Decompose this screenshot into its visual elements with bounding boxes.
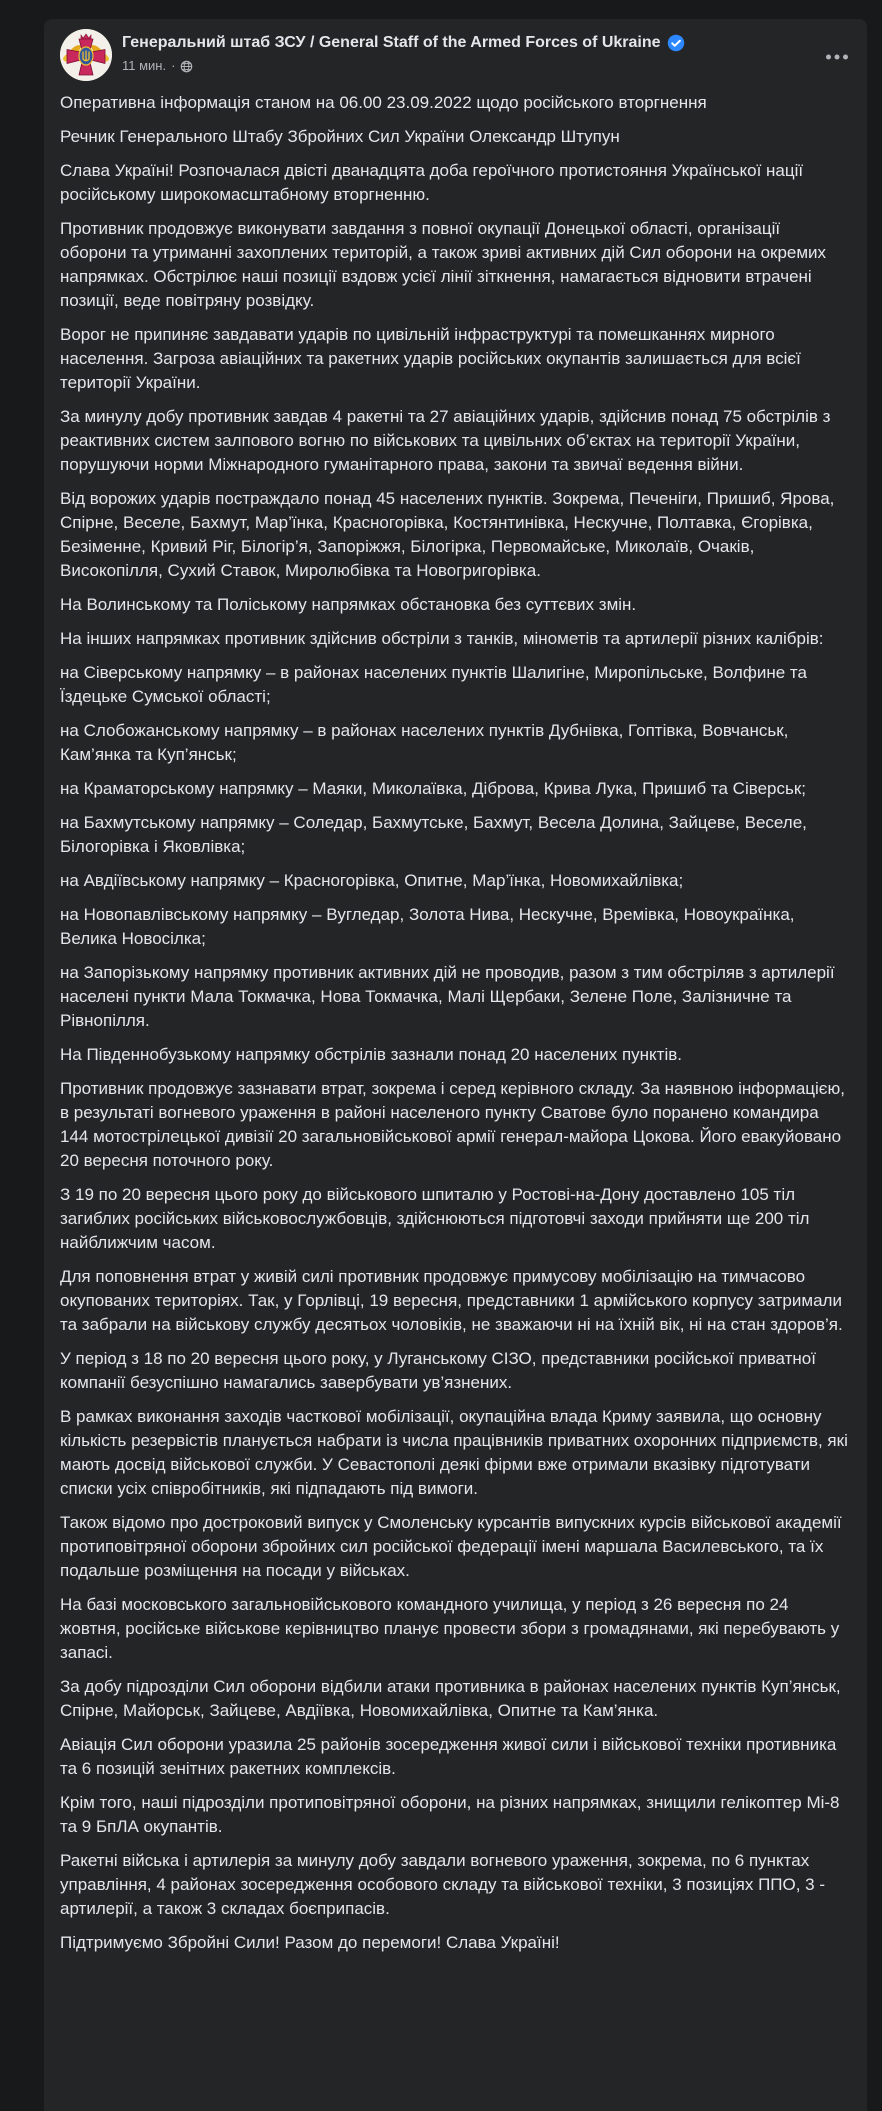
globe-public-icon: [180, 60, 193, 73]
post-paragraph: За добу підрозділи Сил оборони відбили атаки противника в районах населених пунктів Куп’янськ, Спірне, Майорськ, Зайцеве, Авдіївка, Новомихайлівка, Опитне та Кам’янка.: [60, 1677, 846, 1720]
post-paragraph: В рамках виконання заходів часткової мобілізації, окупаційна влада Криму заявила, що основну кількість резервістів планується набрати із числа працівників приватних охоронних підприємств, які мають досвід військової служби. У Севастополі деякі фірми вже отримали вказівку підготувати списки усіх співробітників, які підпадають під вимоги.: [60, 1407, 853, 1498]
post-paragraph: За минулу добу противник завдав 4 ракетні та 27 авіаційних ударів, здійснив понад 75 обстрілів з реактивних систем залпового вогню по військових та цивільних об’єктах на території України, порушуючи норми Міжнародного гуманітарного права, закони та звичаї ведення війни.: [60, 407, 836, 474]
avatar[interactable]: [60, 29, 112, 81]
post-paragraph: На Південнобузькому напрямку обстрілів зазнали понад 20 населених пунктів.: [60, 1045, 682, 1064]
post-paragraph: на Бахмутському напрямку – Соледар, Бахмутське, Бахмут, Весела Долина, Зайцеве, Веселе, Білогорівка і Яковлівка;: [60, 813, 812, 856]
post-paragraph: на Новопавлівському напрямку – Вугледар, Золота Нива, Нескучне, Времівка, Новоукраїнка, Велика Новосілка;: [60, 905, 800, 948]
three-dots-icon: [824, 44, 850, 70]
post-paragraph: Від ворожих ударів постраждало понад 45 населених пунктів. Зокрема, Печеніги, Пришиб, Ярова, Спірне, Веселе, Бахмут, Мар’їнка, Красногорівка, Костянтинівка, Нескучне, Полтавка, Єгорівка, Безіменне, Кривий Ріг, Білогір’я, Запоріжжя, Білогірка, Первомайське, Миколаїв, Очаків, Високопілля, Сухий Ставок, Миролюбівка та Новогригорівка.: [60, 489, 840, 580]
post-paragraph: З 19 по 20 вересня цього року до військового шпиталю у Ростові-на-Дону доставлено 105 тіл загиблих російських військовослужбовців, здійснюються підготовчі заходи прийняти ще 200 тіл найближчим часом.: [60, 1185, 815, 1252]
post-paragraph: на Сіверському напрямку – в районах населених пунктів Шалигіне, Миропільське, Волфине та Їздецьке Сумської області;: [60, 663, 812, 706]
post-meta-row: [122, 58, 851, 74]
meta-separator: ·: [171, 58, 176, 73]
post-paragraph: На інших напрямках противник здійснив обстріли з танків, мінометів та артилерії різних калібрів:: [60, 629, 824, 648]
general-staff-emblem-icon: [60, 29, 112, 81]
page-name-row: [122, 32, 851, 53]
post-paragraph: на Краматорському напрямку – Маяки, Миколаївка, Діброва, Крива Лука, Пришиб та Сіверськ;: [60, 779, 806, 798]
post-paragraph: Противник продовжує зазнавати втрат, зокрема і серед керівного складу. За наявною інформацією, в результаті вогневого ураження в районі населеного пункту Сватове було поранено командира 144 мотострілецької дивізії 20 загальновійськової армії генерал-майора Цокова. Його евакуйовано 20 вересня поточного року.: [60, 1079, 850, 1170]
post-paragraph: Слава Україні! Розпочалася двісті дванадцята доба героїчного протистояння Української нації російському широкомасштабному вторгненню.: [60, 161, 808, 204]
post-paragraph: Ракетні війська і артилерія за минулу добу завдали вогневого ураження, зокрема, по 6 пунктах управління, 4 районах зосередження особового складу та військової техніки, 3 позиціях ППО, 3 - артилерії, а також 3 складах боєприпасів.: [60, 1851, 830, 1918]
post-paragraph: Оперативна інформація станом на 06.00 23.09.2022 щодо російського вторгнення: [60, 93, 707, 112]
post-header-info: [122, 29, 851, 74]
post-paragraph: Ворог не припиняє завдавати ударів по цивільній інфраструктурі та помешканнях мирного населення. Загроза авіаційних та ракетних ударів російських окупантів залишається для всієї території України.: [60, 325, 806, 392]
post-paragraph: На Волинському та Поліському напрямках обстановка без суттєвих змін.: [60, 595, 637, 614]
timestamp[interactable]: 11 мин.: [122, 58, 167, 73]
post-paragraph: на Слобожанському напрямку – в районах населених пунктів Дубнівка, Гоптівка, Вовчанськ, Кам’янка та Куп’янськ;: [60, 721, 794, 764]
post-paragraph: Противник продовжує виконувати завдання з повної окупації Донецької області, організації оборони та утриманні захоплених територій, а також зриві активних дій Сил оборони на окремих напрямках. Обстрілює наші позиції вздовж усієї лінії зіткнення, намагається відновити втрачені позиції, веде повітряну розвідку.: [60, 219, 831, 310]
verified-badge-icon: [667, 34, 685, 52]
post-paragraph: Для поповнення втрат у живій силі противник продовжує примусову мобілізацію на тимчасово окупованих територіях. Так, у Горлівці, 19 вересня, представники 1 армійського корпусу затримали та забрали на військову службу десятьох чоловіків, не зважаючи ні на їхній вік, ні на стан здоров’я.: [60, 1267, 847, 1334]
post-paragraph: на Авдіївському напрямку – Красногорівка, Опитне, Мар’їнка, Новомихайлівка;: [60, 871, 684, 890]
post-text: [44, 87, 867, 1973]
post-paragraph: Також відомо про достроковий випуск у Смоленську курсантів випускних курсів військової академії протиповітряної оборони збройних сил російської федерації імені маршала Василевського, та їх подальше розміщення на посади у військах.: [60, 1513, 847, 1580]
post-paragraph: У період з 18 по 20 вересня цього року, у Луганському СІЗО, представники російської приватної компанії безуспішно намагались завербувати ув’язнених.: [60, 1349, 821, 1392]
post-paragraph: Авіація Сил оборони уразила 25 районів зосередження живої сили і військової техніки противника та 6 позицій зенітних ракетних комплексів.: [60, 1735, 842, 1778]
post-paragraph: Речник Генерального Штабу Збройних Сил України Олександр Штупун: [60, 127, 620, 146]
more-options-button[interactable]: [819, 39, 855, 75]
page-name-link[interactable]: Генеральний штаб ЗСУ / General Staff of the Armed Forces of Ukraine: [122, 34, 661, 51]
post-paragraph: Підтримуємо Збройні Сили! Разом до перемоги! Слава Україні!: [60, 1933, 560, 1952]
post-paragraph: Крім того, наші підрозділи протиповітряної оборони, на різних напрямках, знищили гелікоптер Мі-8 та 9 БпЛА окупантів.: [60, 1793, 845, 1836]
post-paragraph: на Запорізькому напрямку противник активних дій не проводив, разом з тим обстріляв з артилерії населені пункти Мала Токмачка, Нова Токмачка, Малі Щербаки, Зелене Поле, Залізничне та Рівнопілля.: [60, 963, 840, 1030]
facebook-post-card: [44, 19, 867, 2111]
post-header: [44, 19, 867, 87]
post-paragraph: На базі московського загальновійськового командного училища, у період з 26 вересня по 24 жовтня, російське військове керівництво планує провести збори з громадянами, які перебувають у запасі.: [60, 1595, 844, 1662]
